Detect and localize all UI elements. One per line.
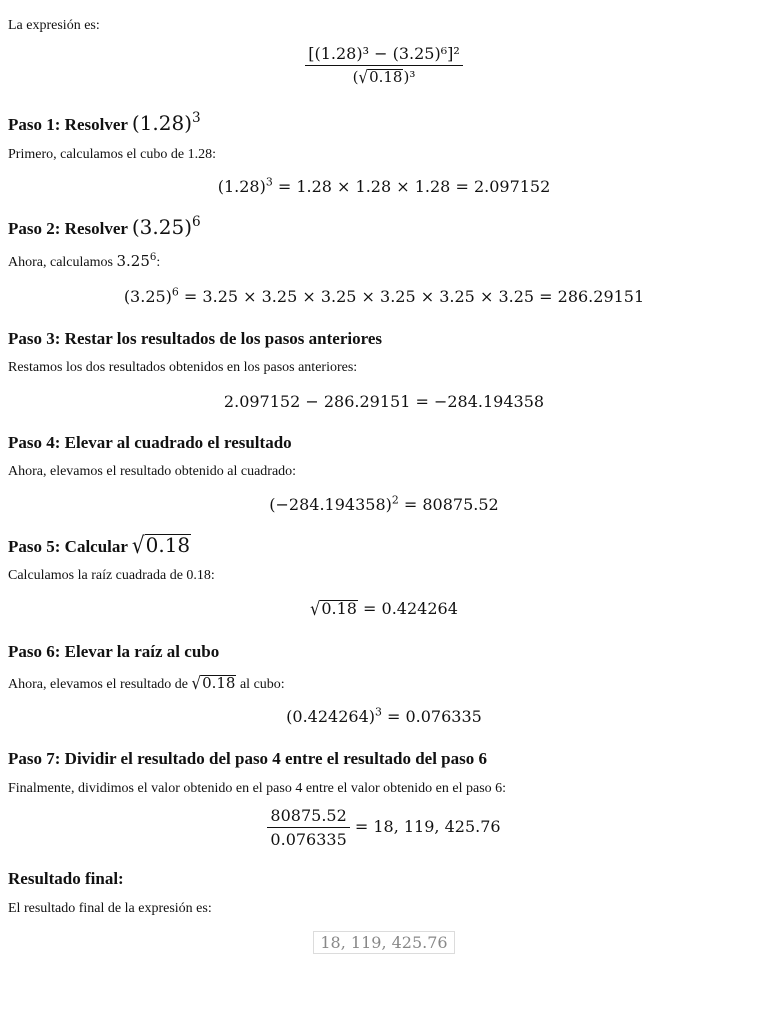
paren-open: ( — [352, 68, 359, 86]
step1-title: Paso 1: Resolver — [8, 115, 128, 134]
intro-text: La expresión es: — [8, 18, 100, 33]
step2-title-math: $(3.25)^6$ — [131, 213, 201, 239]
step7-denominator: 0.076335 — [270, 830, 347, 849]
step1-title-math: $(1.28)^3$ — [131, 109, 201, 135]
step1-equation: $(1.28)^3 = 1.28 \times 1.28 \times 1.28 = 2.097152$ — [217, 175, 551, 196]
step3-equation: 2.097152 − 286.29151 = −284.194358 — [223, 392, 545, 411]
step6-text: Ahora, elevamos el resultado de √0.18 al cubo: — [8, 672, 285, 694]
sqrt-symbol: √0.18 — [358, 66, 403, 88]
sqrt-symbol: √0.18 — [191, 672, 236, 694]
final-result — [0, 931, 768, 954]
step5-sqrt: √0.18 — [131, 531, 191, 559]
step4-text: Ahora, elevamos el resultado obtenido al cuadrado: — [8, 464, 297, 479]
sqrt-symbol: √0.18 — [310, 597, 357, 620]
step6-heading: Paso 6: Elevar la raíz al cubo — [8, 642, 220, 661]
step7-equation: $\frac{80875.52}{0.076335}$ = 18, 119, 425.76 — [0, 806, 768, 849]
step7-numerator: 80875.52 — [267, 806, 349, 828]
final-text: El resultado final de la expresión es: — [8, 901, 212, 916]
final-heading: Resultado final: — [8, 869, 124, 888]
main-fraction — [305, 44, 463, 86]
step7-heading: Paso 7: Dividir el resultado del paso 4 entre el resultado del paso 6 — [8, 749, 488, 768]
main-expression — [0, 44, 768, 86]
step7-fraction — [267, 806, 349, 849]
denominator-exponent: )³ — [403, 68, 416, 86]
step2-equation: $(3.25)^6 = 3.25 \times 3.25 \times 3.25 \times 3.25 \times 3.25 \times 3.25 = 286.29151$ — [123, 285, 645, 306]
step5-title: Paso 5: Calcular — [8, 537, 128, 556]
step6-equation: $(0.424264)^3 = 0.076335$ — [286, 705, 482, 726]
step3-text: Restamos los dos resultados obtenidos en los pasos anteriores: — [8, 360, 358, 375]
step4-equation: $(-284.194358)^2 = 80875.52$ — [269, 493, 499, 514]
step4-heading: Paso 4: Elevar al cuadrado el resultado — [8, 433, 292, 452]
step3-heading: Paso 3: Restar los resultados de los pasos anteriores — [8, 329, 382, 348]
final-result-value: 18, 119, 425.76 — [313, 931, 454, 954]
step5-equation: √0.18 = 0.424264 — [310, 597, 458, 620]
step2-heading — [8, 213, 201, 240]
step2-title: Paso 2: Resolver — [8, 219, 128, 238]
radicand: 0.18 — [369, 68, 403, 86]
main-numerator: [(1.28)³ − (3.25)⁶]² — [305, 44, 463, 66]
step7-text: Finalmente, dividimos el valor obtenido en el paso 4 entre el valor obtenido en el paso 6: — [8, 781, 507, 796]
step5-text: Calculamos la raíz cuadrada de 0.18: — [8, 568, 215, 583]
main-denominator — [350, 66, 419, 86]
step1-heading — [8, 109, 201, 136]
step2-text: Ahora, calculamos 3.25$^6$: — [8, 251, 161, 270]
step5-heading — [8, 531, 191, 559]
step1-text: Primero, calculamos el cubo de 1.28: — [8, 147, 216, 162]
